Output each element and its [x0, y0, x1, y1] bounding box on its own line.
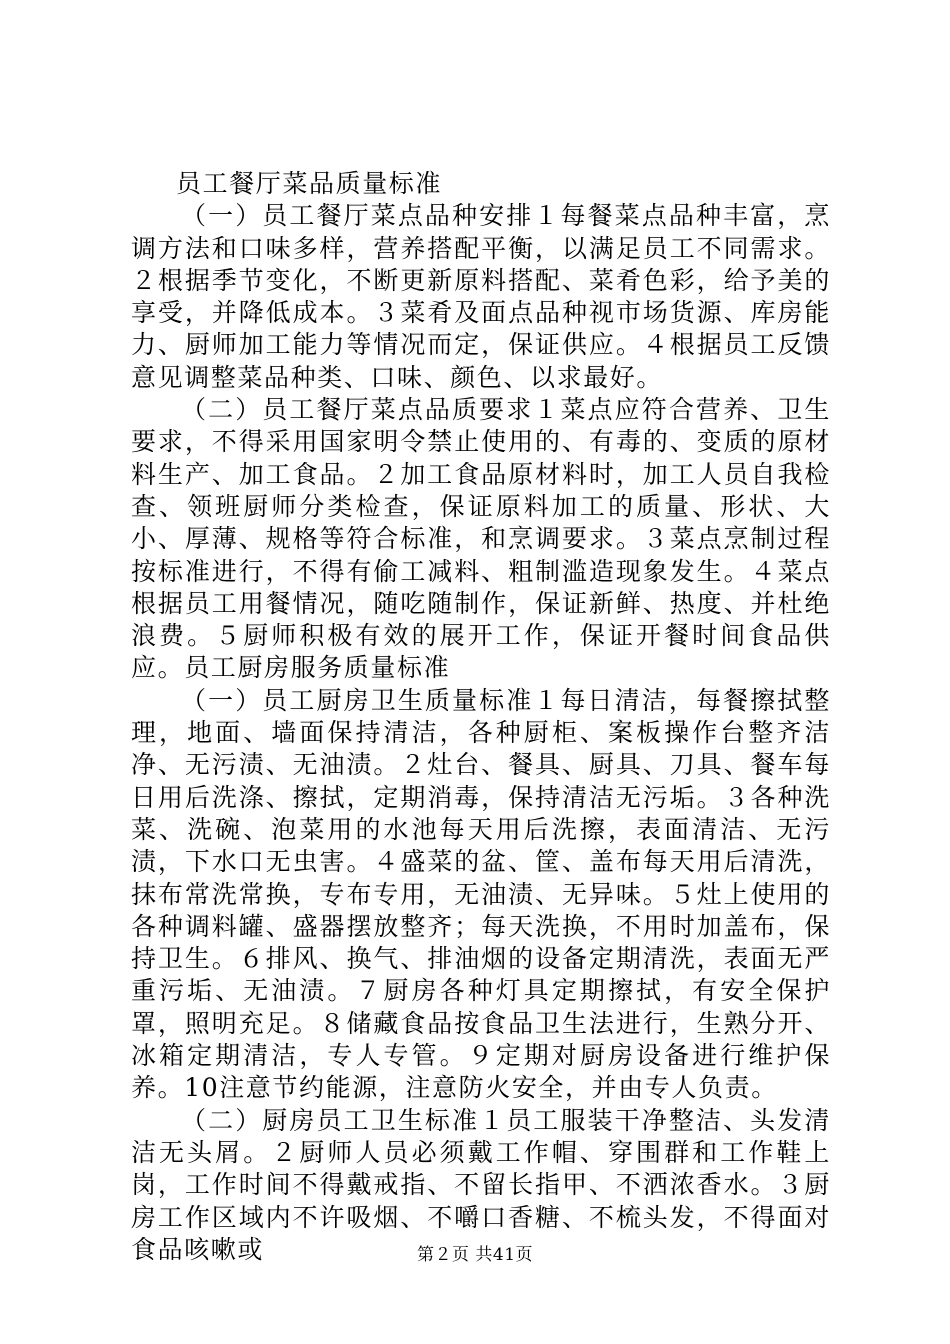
page-number-footer: 第２页 共41页: [416, 1245, 534, 1265]
paragraph-quality-requirements: （二）员工餐厅菜点品质要求１菜点应符合营养、卫生要求，不得采用国家明令禁止使用的、有毒的、变质的原材料生产、加工食品。２加工食品原材料时，加工人员自我检查、领班厨师分类检查，保证原料加工的质量、形状、大小、厚薄、规格等符合标准，和烹调要求。３菜点烹制过程按标准进行，不得有偷工减料、粗制滥造现象发生。４菜点根据员工用餐情况，随吃随制作，保证新鲜、热度、并杜绝浪费。５厨师积极有效的展开工作，保证开餐时间食品供应。员工厨房服务质量标准: [131, 395, 831, 683]
paragraph-staff-hygiene: （二）厨房员工卫生标准１员工服装干净整洁、头发清洁无头屑。２厨师人员必须戴工作帽、穿围群和工作鞋上岗，工作时间不得戴戒指、不留长指甲、不洒浓香水。３厨房工作区域内不许吸烟、不嚼口香糖、不梳头发，不得面对食品咳嗽或: [131, 1105, 831, 1264]
paragraph-menu-arrangement: （一）员工餐厅菜点品种安排１每餐菜点品种丰富，烹调方法和口味多样，营养搭配平衡，以满足员工不同需求。２根据季节变化，不断更新原料搭配、菜肴色彩，给予美的享受，并降低成本。３菜肴及面点品种视市场货源、库房能力、厨师加工能力等情况而定，保证供应。４根据员工反馈意见调整菜品种类、口味、颜色、以求最好。: [131, 201, 831, 392]
section-title: 员工餐厅菜品质量标准: [176, 169, 443, 198]
document-body: [131, 168, 831, 1266]
paragraph-kitchen-hygiene: （一）员工厨房卫生质量标准１每日清洁，每餐擦拭整理，地面、墙面保持清洁，各种厨柜、案板操作台整齐洁净、无污渍、无油渍。２灶台、餐具、厨具、刀具、餐车每日用后洗涤、擦拭，定期消毒，保持清洁无污垢。３各种洗菜、洗碗、泡菜用的水池每天用后洗擦，表面清洁、无污渍，下水口无虫害。４盛菜的盆、筐、盖布每天用后清洗，抹布常洗常换，专布专用，无油渍、无异味。５灶上使用的各种调料罐、盛器摆放整齐；每天洗换，不用时加盖布，保持卫生。６排风、换气、排油烟的设备定期清洗，表面无严重污垢、无油渍。７厨房各种灯具定期擦拭，有安全保护罩，照明充足。８储藏食品按食品卫生法进行，生熟分开、冰箱定期清洁，专人专管。９定期对厨房设备进行维护保养。10注意节约能源，注意防火安全，并由专人负责。: [131, 685, 831, 1103]
